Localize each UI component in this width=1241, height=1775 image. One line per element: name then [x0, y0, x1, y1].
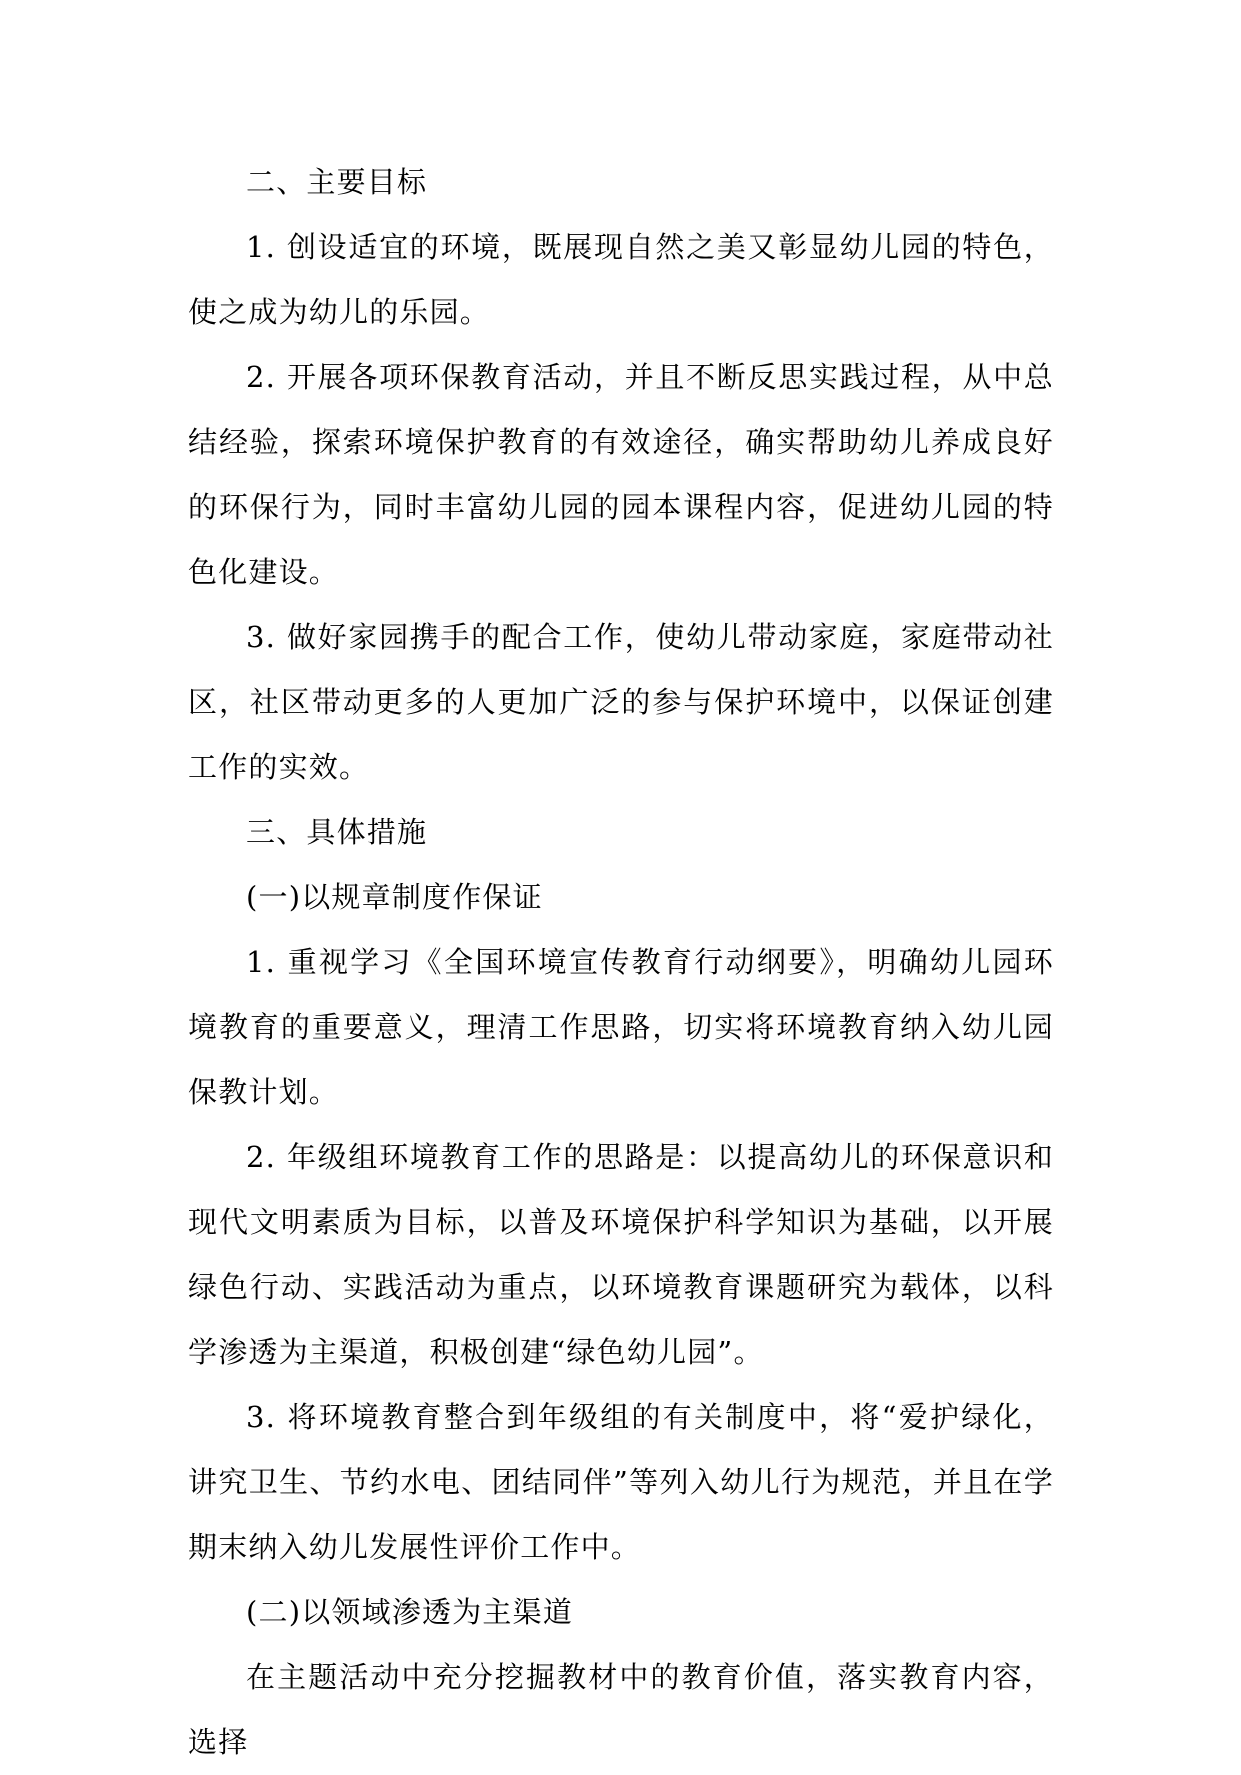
measure-paragraph-2: 2. 年级组环境教育工作的思路是：以提高幼儿的环保意识和现代文明素质为目标，以普及环境保护科学知识为基础，以开展绿色行动、实践活动为重点，以环境教育课题研究为载体，以科学渗透为主渠道，积极创建“绿色幼儿园”。: [188, 1140, 1054, 1369]
section-heading-measures: 三、具体措施: [246, 815, 428, 849]
goal-paragraph-3: 3. 做好家园携手的配合工作，使幼儿带动家庭，家庭带动社区，社区带动更多的人更加广泛的参与保护环境中，以保证创建工作的实效。: [188, 620, 1054, 784]
measure-paragraph-3: 3. 将环境教育整合到年级组的有关制度中，将“爱护绿化，讲究卫生、节约水电、团结同伴”等列入幼儿行为规范，并且在学期末纳入幼儿发展性评价工作中。: [188, 1400, 1054, 1564]
goal-paragraph-1: 1. 创设适宜的环境，既展现自然之美又彰显幼儿园的特色，使之成为幼儿的乐园。: [188, 230, 1054, 329]
goal-paragraph-2: 2. 开展各项环保教育活动，并且不断反思实践过程，从中总结经验，探索环境保护教育的有效途径，确实帮助幼儿养成良好的环保行为，同时丰富幼儿园的园本课程内容，促进幼儿园的特色化建设。: [188, 360, 1054, 589]
section-heading-main-goals: 二、主要目标: [246, 165, 428, 199]
domain-paragraph-1: 在主题活动中充分挖掘教材中的教育价值，落实教育内容，选择: [188, 1660, 1054, 1759]
subsection-heading-domain-integration: (二)以领域渗透为主渠道: [246, 1595, 574, 1629]
measure-paragraph-1: 1. 重视学习《全国环境宣传教育行动纲要》，明确幼儿园环境教育的重要意义，理清工作思路，切实将环境教育纳入幼儿园保教计划。: [188, 945, 1054, 1109]
subsection-heading-regulations: (一)以规章制度作保证: [246, 880, 543, 914]
document-page: [188, 150, 1054, 1775]
